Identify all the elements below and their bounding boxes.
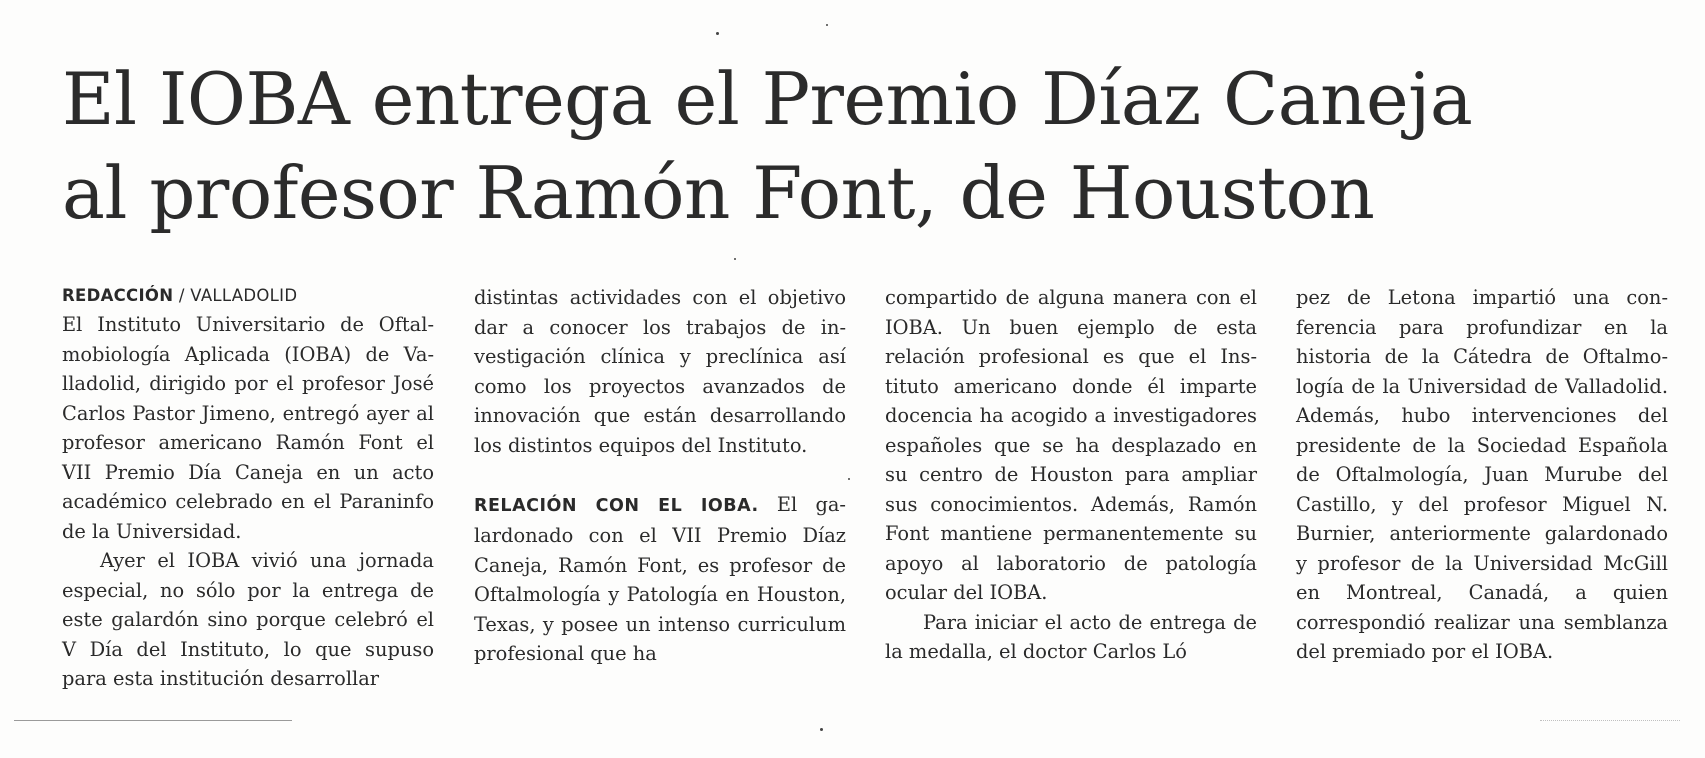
scan-speck [820, 728, 823, 731]
scan-speck [716, 32, 719, 35]
scan-speck [826, 24, 828, 26]
bottom-rule-left [14, 720, 292, 721]
column-4 [1296, 283, 1668, 667]
scan-speck [848, 478, 850, 480]
headline-line-1: El IOBA entrega el Premio Díaz Caneja [62, 57, 1473, 141]
byline-agency: REDACCIÓN [62, 286, 174, 305]
byline-location: / VALLADOLID [173, 286, 298, 305]
paragraph-4-part-1: Para iniciar el acto de entrega de la medalla, el doctor Carlos Ló [885, 610, 1257, 663]
column-2 [474, 283, 846, 669]
paragraph-2-part-2: distintas actividades con el objetivo dar a conocer los trabajos de investigación clínica y preclínica así como los proyectos avanzados de innovación que están desarrollando los distintos equipos del Instituto. [474, 286, 846, 457]
paragraph-4-part-2: pez de Letona impartió una conferencia para profundizar en la historia de la Cátedra de Oftalmología de la Universidad de Valladolid. Además, hubo intervenciones del presidente de la Sociedad Española de Oftalmología, Juan Murube del Castillo, y del profesor Miguel N. Burnier, anteriormente galardonado y profesor de la Universidad McGill en Montreal, Canadá, a quien correspondió realizar una semblanza del premiado por el IOBA. [1296, 286, 1668, 663]
headline [62, 52, 1662, 240]
paragraph-3-part-1: RELACIÓN CON EL IOBA. El galardonado con el VII Premio Díaz Caneja, Ramón Font, es profesor de Oftalmología y Patología en Houston, Texas, y posee un intenso curriculum profesional que ha [474, 492, 846, 665]
paragraph-1: El Instituto Universitario de Oftalmobiología Aplicada (IOBA) de Valladolid, dirigido por el profesor José Carlos Pastor Jimeno, entregó ayer al profesor americano Ramón Font el VII Premio Día Caneja en un acto académico celebrado en el Paraninfo de la Universidad. [62, 313, 434, 543]
paragraph-2-part-1: Ayer el IOBA vivió una jornada especial, no sólo por la entrega de este galardón sino porque celebró el V Día del Instituto, lo que supuso para esta institución desarrollar [62, 549, 434, 690]
byline [62, 283, 434, 309]
headline-line-2: al profesor Ramón Font, de Houston [62, 151, 1375, 235]
column-3 [885, 283, 1257, 667]
column-1 [62, 283, 434, 694]
paragraph-3-part-2: compartido de alguna manera con el IOBA. Un buen ejemplo de esta relación profesional es que el Instituto americano donde él imparte docencia ha acogido a investigadores españoles que se ha desplazado en su centro de Houston para ampliar sus conocimientos. Además, Ramón Font mantiene permanentemente su apoyo al laboratorio de patología ocular del IOBA. [885, 286, 1257, 604]
section-subhead: RELACIÓN CON EL IOBA. [474, 495, 759, 516]
scan-speck [734, 258, 736, 260]
bottom-rule-right [1540, 720, 1680, 721]
